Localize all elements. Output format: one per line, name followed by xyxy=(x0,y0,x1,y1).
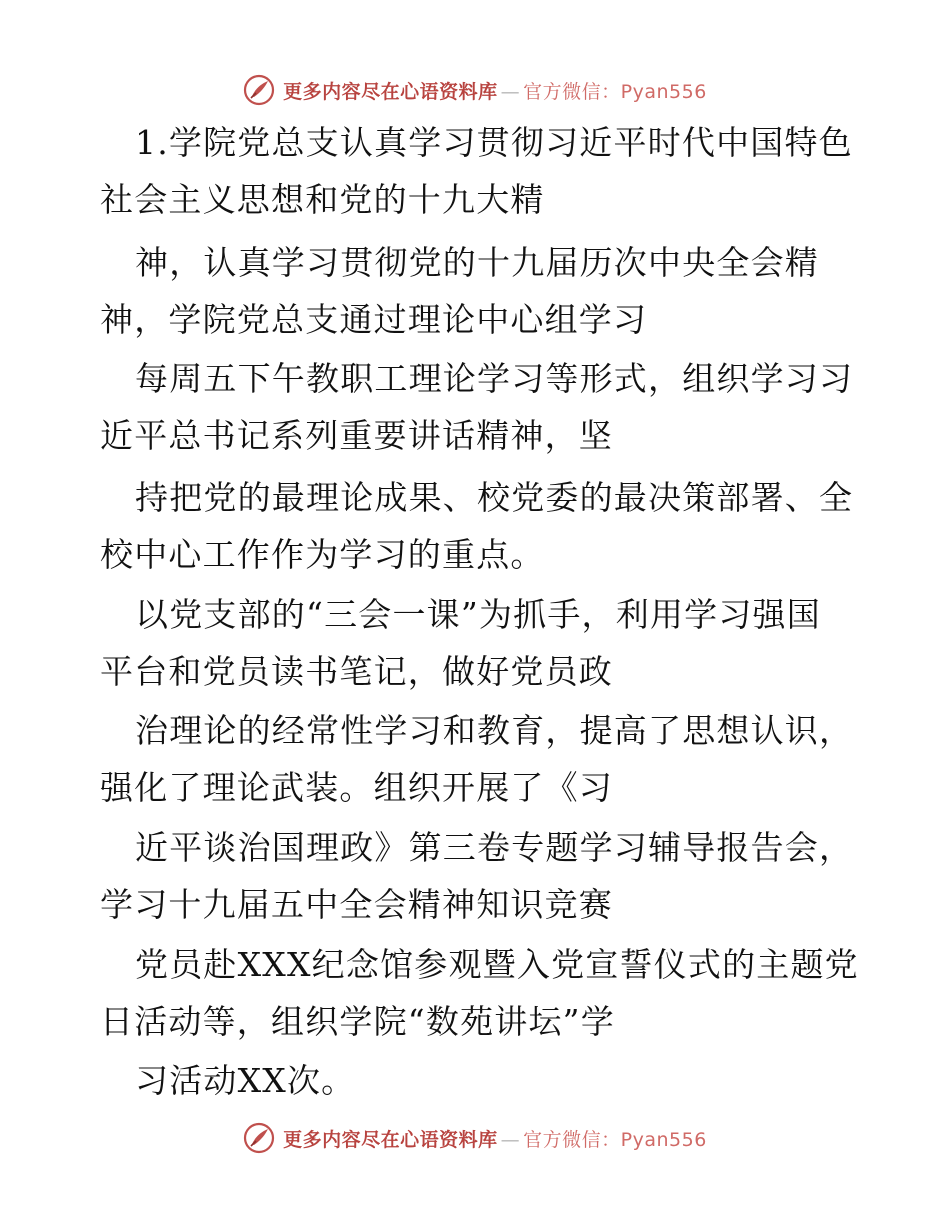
watermark-separator: — xyxy=(500,80,521,103)
body-line: 党员赴XXX纪念馆参观暨入党宣誓仪式的主题党 xyxy=(135,945,859,984)
body-line: 神，认真学习贯彻党的十九届历次中央全会精 xyxy=(135,243,819,282)
body-line: 治理论的经常性学习和教育，提高了思想认识， xyxy=(135,711,854,750)
body-line: 以党支部的“三会一课”为抓手，利用学习强国 xyxy=(135,595,821,634)
body-line: 校中心工作作为学习的重点。 xyxy=(100,535,545,574)
body-line: 神，学院党总支通过理论中心组学习 xyxy=(100,300,648,339)
watermark-text xyxy=(283,77,707,104)
body-line: 日活动等，组织学院“数苑讲坛”学 xyxy=(100,1002,615,1041)
watermark-text xyxy=(283,1125,707,1152)
quill-logo-icon xyxy=(243,74,275,106)
body-line: 强化了理论武装。组织开展了《习 xyxy=(100,768,613,807)
watermark-contact: 官方微信：Pyan556 xyxy=(523,1128,707,1151)
body-line: 1.学院党总支认真学习贯彻习近平时代中国特色 xyxy=(135,123,853,162)
watermark-separator: — xyxy=(500,1128,521,1151)
header-watermark xyxy=(0,70,950,110)
body-line: 习活动XX次。 xyxy=(135,1061,356,1100)
body-line: 学习十九届五中全会精神知识竞赛 xyxy=(100,885,613,924)
watermark-contact: 官方微信：Pyan556 xyxy=(523,80,707,103)
body-line: 持把党的最理论成果、校党委的最决策部署、全 xyxy=(135,478,854,517)
watermark-brand: 更多内容尽在心语资料库 xyxy=(283,1128,498,1151)
body-line: 每周五下午教职工理论学习等形式，组织学习习 xyxy=(135,359,854,398)
body-line: 近平谈治国理政》第三卷专题学习辅导报告会， xyxy=(135,828,854,867)
quill-logo-icon xyxy=(243,1122,275,1154)
body-line: 平台和党员读书笔记，做好党员政 xyxy=(100,652,613,691)
footer-watermark xyxy=(0,1118,950,1158)
body-line: 近平总书记系列重要讲话精神，坚 xyxy=(100,416,613,455)
watermark-brand: 更多内容尽在心语资料库 xyxy=(283,80,498,103)
body-line: 社会主义思想和党的十九大精 xyxy=(100,180,545,219)
